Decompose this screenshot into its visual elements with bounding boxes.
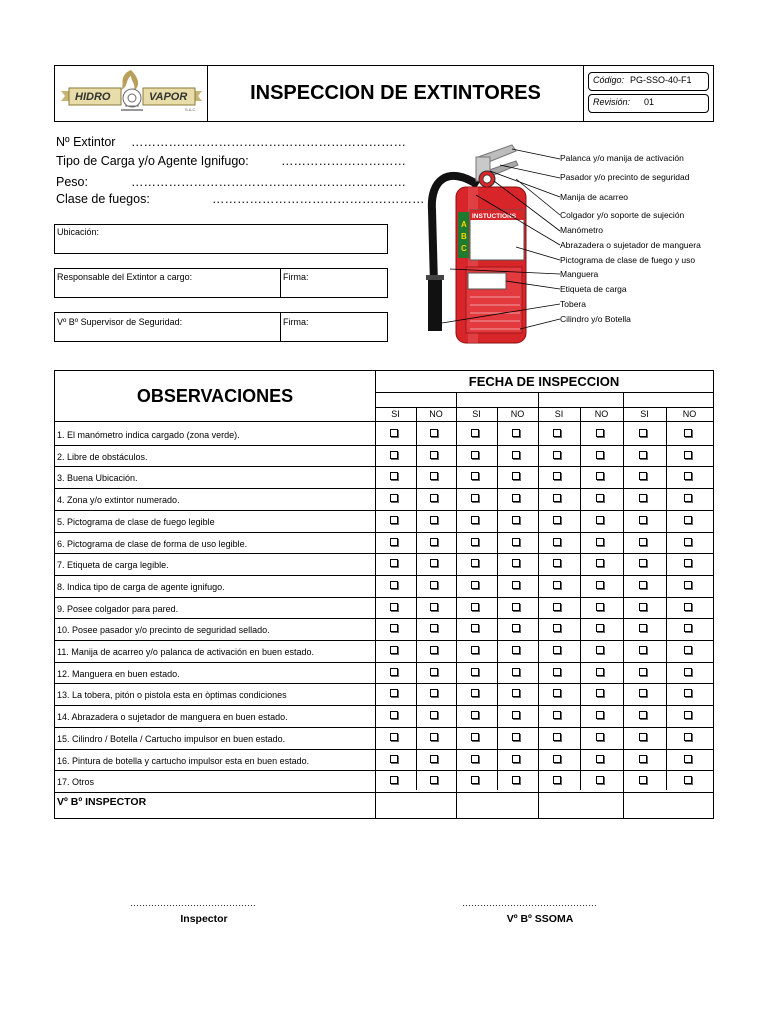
si-checkbox[interactable]	[553, 451, 561, 459]
no-checkbox[interactable]	[596, 516, 604, 524]
si-checkbox[interactable]	[553, 668, 561, 676]
no-checkbox[interactable]	[512, 603, 520, 611]
label-manija: Manija de acarreo	[560, 192, 629, 202]
no-checkbox[interactable]	[512, 689, 520, 697]
label-manguera: Manguera	[560, 269, 599, 279]
no-checkbox[interactable]	[596, 668, 604, 676]
revision-label: Revisión:	[593, 97, 631, 107]
si-checkbox[interactable]	[639, 494, 647, 502]
logo-text-right: VAPOR	[149, 91, 188, 103]
si-checkbox[interactable]	[390, 646, 398, 654]
no-checkbox[interactable]	[596, 603, 604, 611]
no-checkbox[interactable]	[430, 646, 438, 654]
table-rule	[375, 392, 713, 393]
observation-item: 1. El manómetro indica cargado (zona verde).	[57, 430, 240, 440]
si-header: SI	[554, 409, 564, 419]
no-checkbox[interactable]	[684, 516, 692, 524]
codigo-box	[588, 72, 709, 91]
table-rule	[55, 532, 713, 533]
peso-dots[interactable]: …………………………………………………………	[131, 175, 406, 189]
si-header: SI	[472, 409, 481, 419]
no-checkbox[interactable]	[430, 538, 438, 546]
revision-value: 01	[644, 97, 655, 107]
responsable-label: Responsable del Extintor a cargo:	[57, 272, 193, 282]
no-checkbox[interactable]	[430, 711, 438, 719]
no-checkbox[interactable]	[684, 581, 692, 589]
label-manometro: Manómetro	[560, 225, 603, 235]
codigo-value: PG-SSO-40-F1	[630, 75, 692, 85]
si-checkbox[interactable]	[553, 429, 561, 437]
supervisor-label: Vº Bº Supervisor de Seguridad:	[57, 317, 183, 327]
si-checkbox[interactable]	[553, 494, 561, 502]
no-checkbox[interactable]	[512, 451, 520, 459]
logo-sub: S.A.C.	[185, 107, 197, 112]
no-header: NO	[594, 409, 609, 419]
no-checkbox[interactable]	[684, 624, 692, 632]
si-checkbox[interactable]	[639, 711, 647, 719]
no-checkbox[interactable]	[512, 559, 520, 567]
fecha-inspeccion-title: FECHA DE INSPECCION	[468, 374, 620, 389]
ubicacion-label: Ubicación:	[57, 227, 100, 237]
si-checkbox[interactable]	[471, 733, 479, 741]
no-checkbox[interactable]	[684, 559, 692, 567]
no-checkbox[interactable]	[430, 776, 438, 784]
no-checkbox[interactable]	[684, 646, 692, 654]
no-header: NO	[510, 409, 525, 419]
si-checkbox[interactable]	[553, 776, 561, 784]
inspector-sign-line[interactable]: ……………………………………	[130, 898, 256, 908]
panel-text: INSTUCTIONS	[472, 213, 517, 220]
si-checkbox[interactable]	[471, 624, 479, 632]
table-rule	[55, 792, 713, 793]
observaciones-title: OBSERVACIONES	[136, 385, 294, 406]
label-colgador: Colgador y/o soporte de sujeción	[560, 210, 685, 220]
observation-item: 8. Indica tipo de carga de agente ignifugo.	[57, 581, 225, 592]
no-checkbox[interactable]	[430, 755, 438, 763]
abc-a: A	[461, 220, 467, 229]
no-checkbox[interactable]	[596, 429, 604, 437]
supervisor-divider	[280, 313, 281, 341]
si-checkbox[interactable]	[639, 776, 647, 784]
responsable-box	[54, 268, 388, 298]
no-checkbox[interactable]	[430, 668, 438, 676]
no-checkbox[interactable]	[512, 711, 520, 719]
table-rule	[55, 488, 713, 489]
table-rule	[416, 407, 417, 790]
si-checkbox[interactable]	[471, 451, 479, 459]
document-title: INSPECCION DE EXTINTORES	[208, 66, 584, 121]
si-checkbox[interactable]	[639, 472, 647, 480]
table-rule	[55, 662, 713, 663]
supervisor-box	[54, 312, 388, 342]
no-checkbox[interactable]	[684, 451, 692, 459]
table-rule	[55, 749, 713, 750]
observation-item: 7. Etiqueta de carga legible.	[57, 560, 169, 571]
observation-item: 4. Zona y/o extintor numerado.	[57, 495, 180, 506]
si-header: SI	[640, 409, 649, 419]
si-checkbox[interactable]	[553, 472, 561, 480]
si-checkbox[interactable]	[553, 689, 561, 697]
si-checkbox[interactable]	[471, 494, 479, 502]
ssoma-sign-line[interactable]: ………………………………………	[462, 898, 597, 908]
observation-item: 11. Manija de acarreo y/o palanca de activación en buen estado.	[57, 647, 315, 657]
si-checkbox[interactable]	[390, 689, 398, 697]
vb-inspector-label: Vº Bº INSPECTOR	[57, 796, 147, 808]
table-rule	[55, 770, 713, 771]
ssoma-label: Vº Bº SSOMA	[506, 913, 574, 925]
table-rule	[580, 407, 581, 790]
si-checkbox[interactable]	[639, 603, 647, 611]
no-checkbox[interactable]	[684, 711, 692, 719]
inspector-label: Inspector	[180, 913, 228, 925]
table-rule	[55, 618, 713, 619]
responsable-divider	[280, 269, 281, 297]
si-checkbox[interactable]	[471, 689, 479, 697]
observation-item: 5. Pictograma de clase de fuego legible	[57, 516, 215, 527]
si-checkbox[interactable]	[471, 538, 479, 546]
label-cilindro: Cilindro y/o Botella	[560, 314, 631, 324]
no-checkbox[interactable]	[430, 689, 438, 697]
no-checkbox[interactable]	[596, 776, 604, 784]
no-checkbox[interactable]	[512, 472, 520, 480]
table-rule	[55, 683, 713, 684]
label-abrazadera: Abrazadera o sujetador de manguera	[560, 240, 701, 250]
extinguisher-diagram	[420, 135, 720, 350]
abc-c: C	[461, 244, 467, 253]
si-checkbox[interactable]	[471, 472, 479, 480]
table-rule	[55, 640, 713, 641]
no-checkbox[interactable]	[596, 494, 604, 502]
company-logo	[55, 66, 208, 121]
si-checkbox[interactable]	[390, 581, 398, 589]
table-rule	[55, 727, 713, 728]
no-checkbox[interactable]	[596, 689, 604, 697]
no-checkbox[interactable]	[430, 581, 438, 589]
no-checkbox[interactable]	[684, 603, 692, 611]
observation-item: 15. Cilindro / Botella / Cartucho impulsor en buen estado.	[57, 733, 286, 744]
si-checkbox[interactable]	[471, 429, 479, 437]
si-checkbox[interactable]	[639, 451, 647, 459]
table-rule	[55, 597, 713, 598]
no-checkbox[interactable]	[596, 711, 604, 719]
si-checkbox[interactable]	[553, 711, 561, 719]
si-checkbox[interactable]	[471, 603, 479, 611]
si-checkbox[interactable]	[471, 516, 479, 524]
extintor-label: Nº Extintor	[56, 135, 116, 149]
no-checkbox[interactable]	[430, 494, 438, 502]
label-etiqueta: Etiqueta de carga	[560, 284, 627, 294]
si-checkbox[interactable]	[639, 429, 647, 437]
observation-item: 12. Manguera en buen estado.	[57, 668, 180, 679]
no-checkbox[interactable]	[512, 429, 520, 437]
no-checkbox[interactable]	[512, 538, 520, 546]
si-checkbox[interactable]	[390, 559, 398, 567]
clase-fuegos-field	[56, 192, 150, 206]
no-checkbox[interactable]	[430, 733, 438, 741]
si-checkbox[interactable]	[471, 646, 479, 654]
no-checkbox[interactable]	[684, 494, 692, 502]
document-header	[54, 65, 714, 122]
si-checkbox[interactable]	[471, 559, 479, 567]
tipo-carga-field	[56, 154, 249, 168]
no-checkbox[interactable]	[596, 755, 604, 763]
no-checkbox[interactable]	[684, 538, 692, 546]
si-checkbox[interactable]	[390, 603, 398, 611]
no-checkbox[interactable]	[684, 668, 692, 676]
table-rule	[456, 392, 457, 818]
no-checkbox[interactable]	[596, 472, 604, 480]
no-checkbox[interactable]	[512, 668, 520, 676]
si-checkbox[interactable]	[390, 733, 398, 741]
no-checkbox[interactable]	[430, 472, 438, 480]
no-header: NO	[682, 409, 697, 419]
peso-label: Peso:	[56, 175, 88, 189]
observation-item: 2. Libre de obstáculos.	[57, 451, 148, 462]
si-checkbox[interactable]	[639, 538, 647, 546]
tipo-carga-dots[interactable]: …………………………	[281, 154, 406, 168]
si-checkbox[interactable]	[639, 646, 647, 654]
si-checkbox[interactable]	[639, 689, 647, 697]
si-checkbox[interactable]	[553, 646, 561, 654]
observation-item: 13. La tobera, pitón o pistola esta en òptimas condiciones	[57, 690, 287, 701]
table-rule	[55, 445, 713, 446]
no-checkbox[interactable]	[430, 429, 438, 437]
si-checkbox[interactable]	[471, 755, 479, 763]
si-checkbox[interactable]	[639, 559, 647, 567]
tipo-carga-label: Tipo de Carga y/o Agente Ignifugo:	[56, 154, 249, 168]
no-checkbox[interactable]	[684, 472, 692, 480]
no-checkbox[interactable]	[684, 733, 692, 741]
si-checkbox[interactable]	[553, 733, 561, 741]
si-checkbox[interactable]	[471, 668, 479, 676]
si-checkbox[interactable]	[471, 581, 479, 589]
si-checkbox[interactable]	[553, 516, 561, 524]
observation-item: 14. Abrazadera o sujetador de manguera en buen estado.	[57, 712, 288, 723]
no-checkbox[interactable]	[430, 516, 438, 524]
no-checkbox[interactable]	[512, 494, 520, 502]
peso-field	[56, 175, 88, 189]
table-rule	[55, 705, 713, 706]
observation-item: 17. Otros	[57, 777, 95, 788]
no-checkbox[interactable]	[596, 624, 604, 632]
no-checkbox[interactable]	[596, 733, 604, 741]
si-checkbox[interactable]	[471, 711, 479, 719]
table-rule	[623, 392, 624, 818]
si-checkbox[interactable]	[390, 624, 398, 632]
si-checkbox[interactable]	[553, 603, 561, 611]
supervisor-firma-label[interactable]: Firma:	[283, 317, 309, 327]
no-checkbox[interactable]	[684, 429, 692, 437]
clase-fuegos-dots[interactable]: ……………………………………………	[212, 192, 425, 206]
no-checkbox[interactable]	[596, 581, 604, 589]
table-rule	[497, 407, 498, 790]
label-palanca: Palanca y/o manija de activación	[560, 153, 684, 163]
si-checkbox[interactable]	[639, 624, 647, 632]
si-checkbox[interactable]	[390, 472, 398, 480]
si-checkbox[interactable]	[471, 776, 479, 784]
label-pictograma: Pictograma de clase de fuego y uso	[560, 255, 696, 265]
si-checkbox[interactable]	[390, 711, 398, 719]
no-checkbox[interactable]	[512, 646, 520, 654]
no-checkbox[interactable]	[430, 624, 438, 632]
no-checkbox[interactable]	[512, 733, 520, 741]
table-rule	[55, 553, 713, 554]
clase-fuegos-label: Clase de fuegos:	[56, 192, 150, 206]
si-checkbox[interactable]	[639, 516, 647, 524]
no-checkbox[interactable]	[684, 776, 692, 784]
si-checkbox[interactable]	[553, 624, 561, 632]
si-checkbox[interactable]	[553, 755, 561, 763]
no-header: NO	[429, 409, 443, 419]
no-checkbox[interactable]	[684, 755, 692, 763]
no-checkbox[interactable]	[596, 538, 604, 546]
no-checkbox[interactable]	[512, 624, 520, 632]
si-header: SI	[391, 409, 400, 419]
si-checkbox[interactable]	[390, 516, 398, 524]
observation-item: 10. Posee pasador y/o precinto de seguridad sellado.	[57, 625, 270, 636]
table-rule	[375, 407, 713, 408]
no-checkbox[interactable]	[512, 755, 520, 763]
no-checkbox[interactable]	[512, 516, 520, 524]
si-checkbox[interactable]	[639, 668, 647, 676]
no-checkbox[interactable]	[430, 451, 438, 459]
si-checkbox[interactable]	[553, 538, 561, 546]
observation-item: 3. Buena Ubicación.	[57, 473, 138, 484]
table-rule	[55, 510, 713, 511]
label-pasador: Pasador y/o precinto de seguridad	[560, 172, 690, 182]
si-checkbox[interactable]	[390, 668, 398, 676]
si-checkbox[interactable]	[390, 776, 398, 784]
label-tobera: Tobera	[560, 299, 586, 309]
responsable-firma-label[interactable]: Firma:	[283, 272, 309, 282]
si-checkbox[interactable]	[390, 755, 398, 763]
codigo-label: Código:	[593, 75, 625, 85]
observation-item: 16. Pintura de botella y cartucho impulsor esta en buen estado.	[57, 755, 310, 766]
si-checkbox[interactable]	[390, 429, 398, 437]
table-rule	[55, 421, 713, 422]
ubicacion-box[interactable]	[54, 224, 388, 254]
table-rule	[666, 407, 667, 790]
table-rule	[375, 371, 376, 818]
revision-box	[588, 94, 709, 113]
no-checkbox[interactable]	[684, 689, 692, 697]
inspection-table	[54, 370, 714, 819]
extintor-dots[interactable]: …………………………………………………………	[131, 135, 406, 149]
no-checkbox[interactable]	[430, 559, 438, 567]
logo-text-left: HIDRO	[75, 91, 111, 103]
no-checkbox[interactable]	[596, 451, 604, 459]
no-checkbox[interactable]	[512, 776, 520, 784]
si-checkbox[interactable]	[553, 581, 561, 589]
extintor-field	[56, 135, 115, 149]
no-checkbox[interactable]	[512, 581, 520, 589]
no-checkbox[interactable]	[596, 559, 604, 567]
observation-item: 6. Pictograma de clase de forma de uso legible.	[57, 538, 248, 549]
observation-item: 9. Posee colgador para pared.	[57, 603, 179, 614]
si-checkbox[interactable]	[390, 451, 398, 459]
table-rule	[538, 392, 539, 818]
no-checkbox[interactable]	[430, 603, 438, 611]
si-checkbox[interactable]	[553, 559, 561, 567]
si-checkbox[interactable]	[390, 494, 398, 502]
table-rule	[55, 575, 713, 576]
si-checkbox[interactable]	[390, 538, 398, 546]
si-checkbox[interactable]	[639, 755, 647, 763]
si-checkbox[interactable]	[639, 581, 647, 589]
si-checkbox[interactable]	[639, 733, 647, 741]
no-checkbox[interactable]	[596, 646, 604, 654]
abc-b: B	[461, 232, 467, 241]
table-rule	[55, 466, 713, 467]
